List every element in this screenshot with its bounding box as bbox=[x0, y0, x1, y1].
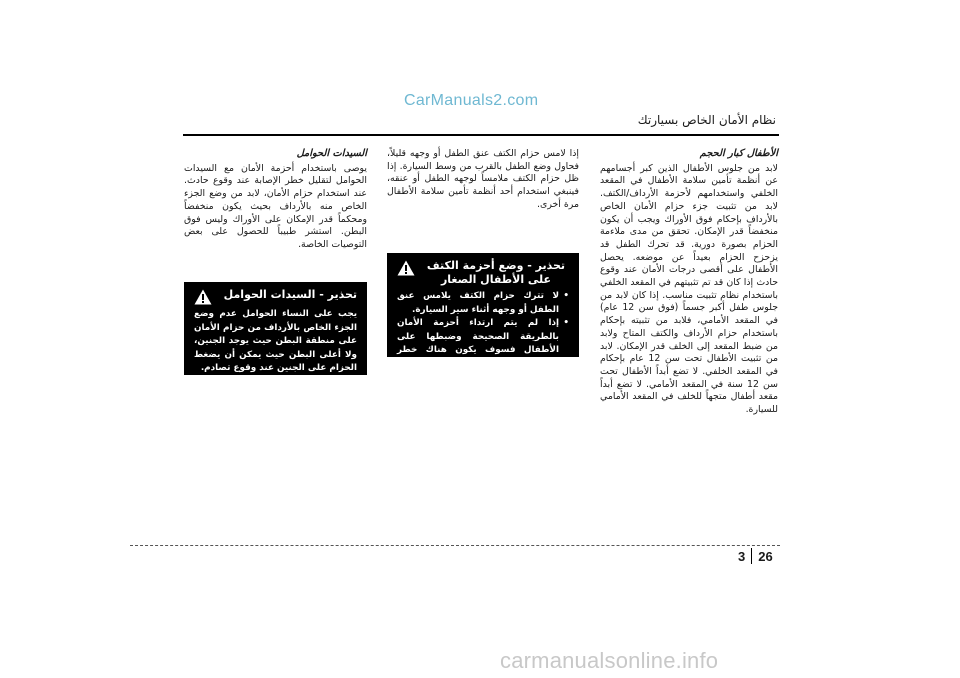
pregnant-women-heading: السيدات الحوامل bbox=[296, 148, 367, 159]
warning-header bbox=[397, 259, 569, 287]
section-title: نظام الأمان الخاص بسيارتك bbox=[637, 113, 776, 127]
page-number-value: 26 bbox=[758, 548, 773, 564]
footer-rule bbox=[130, 545, 780, 546]
warning-box-shoulder-belt bbox=[387, 253, 579, 369]
pregnant-women-body: يوصى باستخدام أحزمة الأمان مع السيدات الحوامل لتقليل خطر الإصابة عند وقوع حادث. عند استخدام حزام الأمان، لابد من وضع الجزء الخاص منه بالأرداف بحيث يكون منخفضاً ومحكماً قدر الإمكان على الأوراك وليس فوق البطن. استشر طبيباً للحصول على بعض التوصيات الخاصة. bbox=[184, 162, 367, 250]
warning-body bbox=[397, 290, 569, 371]
shoulder-belt-body: إذا لامس حزام الكتف عنق الطفل أو وجهه قليلاً، فحاول وضع الطفل بالقرب من وسط السيارة. إذا ظل حزام الكتف ملامساً لوجهه الطفل أو عنقه، فينبغي استخدام أحد أنظمة تأمين سلامة الأطفال مرة أخرى. bbox=[387, 148, 579, 210]
warning-body: يجب على النساء الحوامل عدم وضع الجزء الخاص بالأرداف من حزام الأمان على منطقة البطن حيث يوجد الجنين، ولا أعلى البطن حيث يمكن أن يضغط الحزام على الجنين عند وقوع تصادم. bbox=[194, 309, 357, 373]
site-watermark: carmanualsonline.info bbox=[500, 648, 719, 673]
page-number bbox=[738, 548, 773, 564]
warning-item: • لا تترك حزام الكتف يلامس عنق الطفل أو وجهه أثناء سير السيارة. bbox=[397, 290, 569, 317]
warning-triangle-icon bbox=[397, 260, 415, 276]
watermark-logo: CarManuals2.com bbox=[404, 92, 539, 109]
page-separator bbox=[751, 548, 752, 564]
chapter-number: 3 bbox=[738, 548, 746, 564]
warning-box-pregnant-women bbox=[184, 282, 367, 375]
warning-title: تحذير - السيدات الحوامل bbox=[223, 288, 357, 301]
warning-header bbox=[194, 288, 357, 305]
warning-title: تحذير - وضع أحزمة الكتف على الأطفال الصغار bbox=[426, 259, 566, 286]
right-column bbox=[600, 148, 778, 417]
older-children-body: لابد من جلوس الأطفال الذين كبر أجسامهم عن أنظمة تأمين سلامة الأطفال في المقعد الخلفي واستخدامهم لأحزمة الأرداف/الكتف. لابد من تثبيت جزء حزام الأمان الخاص بالأرداف بإحكام فوق الأوراك ويجب أن يكون منخفضاً قدر الإمكان. تحقق من مدى ملاءمة الحزام بصورة دورية. قد تحرك الطفل قد يزحزح الحزام بعيداً عن موضعه. يحصل الأطفال على أقصى درجات الأمان عند وقوع حادث إذا كان قد تم تثبيتهم في المقعد الخلفي باستخدام نظام تثبيت مناسب. إذا كان لابد من جلوس طفل أكبر جسماً (فوق سن 12 عام) في المقعد الأمامي، فلابد من تثبيته بإحكام باستخدام حزام الأرداف والكتف المتاح ولابد من ضبط المقعد إلى الخلف قدر الإمكان. لابد من تثبيت الأطفال تحت سن 12 عام بإحكام في المقعد الخلفي. لا تضع أبداً الأطفال تحت سن 12 سنة في المقعد الأمامي. لا تضع أبداً مقعد أطفال متجهاً للخلف في المقعد الأمامي للسيارة. bbox=[600, 162, 778, 416]
middle-column bbox=[387, 148, 579, 212]
warning-item: • إذا لم يتم ارتداء أحزمة الأمان بالطريقة الصحيحة وضبطها على الأطفال فسوف يكون هناك خطر الوفاة أو الإصابة الخطيرة. bbox=[397, 317, 569, 371]
left-column bbox=[184, 148, 367, 252]
header-rule bbox=[183, 134, 779, 136]
warning-triangle-icon bbox=[194, 289, 212, 305]
older-children-heading: الأطفال كبار الحجم bbox=[699, 148, 778, 159]
